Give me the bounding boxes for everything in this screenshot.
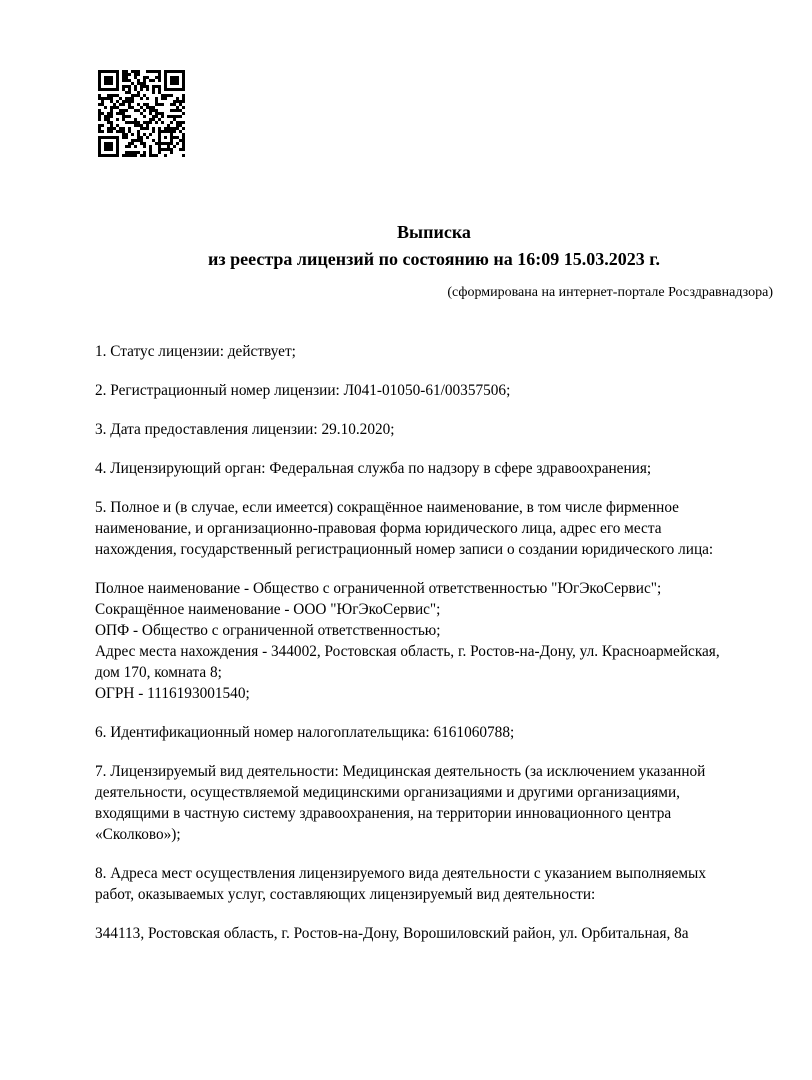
document-subtitle: (сформирована на интернет-портале Росздравнадзора) [447,285,773,300]
paragraph-line: наименование, и организационно-правовая форма юридического лица, адрес его места [95,520,662,537]
paragraph-entity-names-intro [95,497,773,560]
paragraph-line: 6. Идентификационный номер налогоплательщика: 6161060788; [95,724,515,741]
paragraph-line: 4. Лицензирующий орган: Федеральная служба по надзору в сфере здравоохранения; [95,460,652,477]
paragraph-line: работ, оказываемых услуг, составляющих лицензируемый вид деятельности: [95,886,596,903]
paragraph-line: 8. Адреса мест осуществления лицензируемого вида деятельности с указанием выполняемых [95,865,706,882]
paragraph-registration-number [95,380,773,401]
paragraph-line: нахождения, государственный регистрационный номер записи о создании юридического лица: [95,541,714,558]
paragraph-line: дом 170, комната 8; [95,664,222,681]
paragraph-line: 7. Лицензируемый вид деятельности: Медицинская деятельность (за исключением указанной [95,763,706,780]
paragraph-entity-details [95,578,773,704]
paragraph-line: 1. Статус лицензии: действует; [95,343,296,360]
paragraph-licensed-activity [95,761,773,845]
paragraph-line: входящими в частную систему здравоохранения, на территории инновационного центра [95,805,672,822]
paragraph-line: 5. Полное и (в случае, если имеется) сокращённое наименование, в том числе фирменное [95,499,679,516]
paragraph-line: Адрес места нахождения - 344002, Ростовская область, г. Ростов-на-Дону, ул. Красноармейская, [95,643,720,660]
paragraph-line: ОПФ - Общество с ограниченной ответственностью; [95,622,441,639]
paragraph-grant-date [95,419,773,440]
paragraph-status [95,341,773,362]
document-title [95,219,773,273]
paragraph-activity-address [95,923,773,944]
paragraph-activity-addresses-intro [95,863,773,905]
qr-code-icon [98,70,185,157]
document-title-line2: из реестра лицензий по состоянию на 16:09 15.03.2023 г. [208,249,660,269]
paragraph-licensing-authority [95,458,773,479]
paragraph-line: 344113, Ростовская область, г. Ростов-на-Дону, Ворошиловский район, ул. Орбитальная, 8а [95,925,689,942]
paragraph-line: ОГРН - 1116193001540; [95,685,250,702]
document-title-line1: Выписка [397,222,471,242]
paragraph-line: «Сколково»); [95,826,181,843]
paragraph-line: деятельности, осуществляемой медицинскими организациями и другими организациями, [95,784,680,801]
paragraph-line: 2. Регистрационный номер лицензии: Л041-01050-61/00357506; [95,382,511,399]
paragraph-line: Сокращённое наименование - ООО "ЮгЭкоСервис"; [95,601,441,618]
paragraph-inn [95,722,773,743]
paragraph-line: 3. Дата предоставления лицензии: 29.10.2020; [95,421,395,438]
paragraph-line: Полное наименование - Общество с ограниченной ответственностью "ЮгЭкоСервис"; [95,580,662,597]
document-body [95,341,773,944]
